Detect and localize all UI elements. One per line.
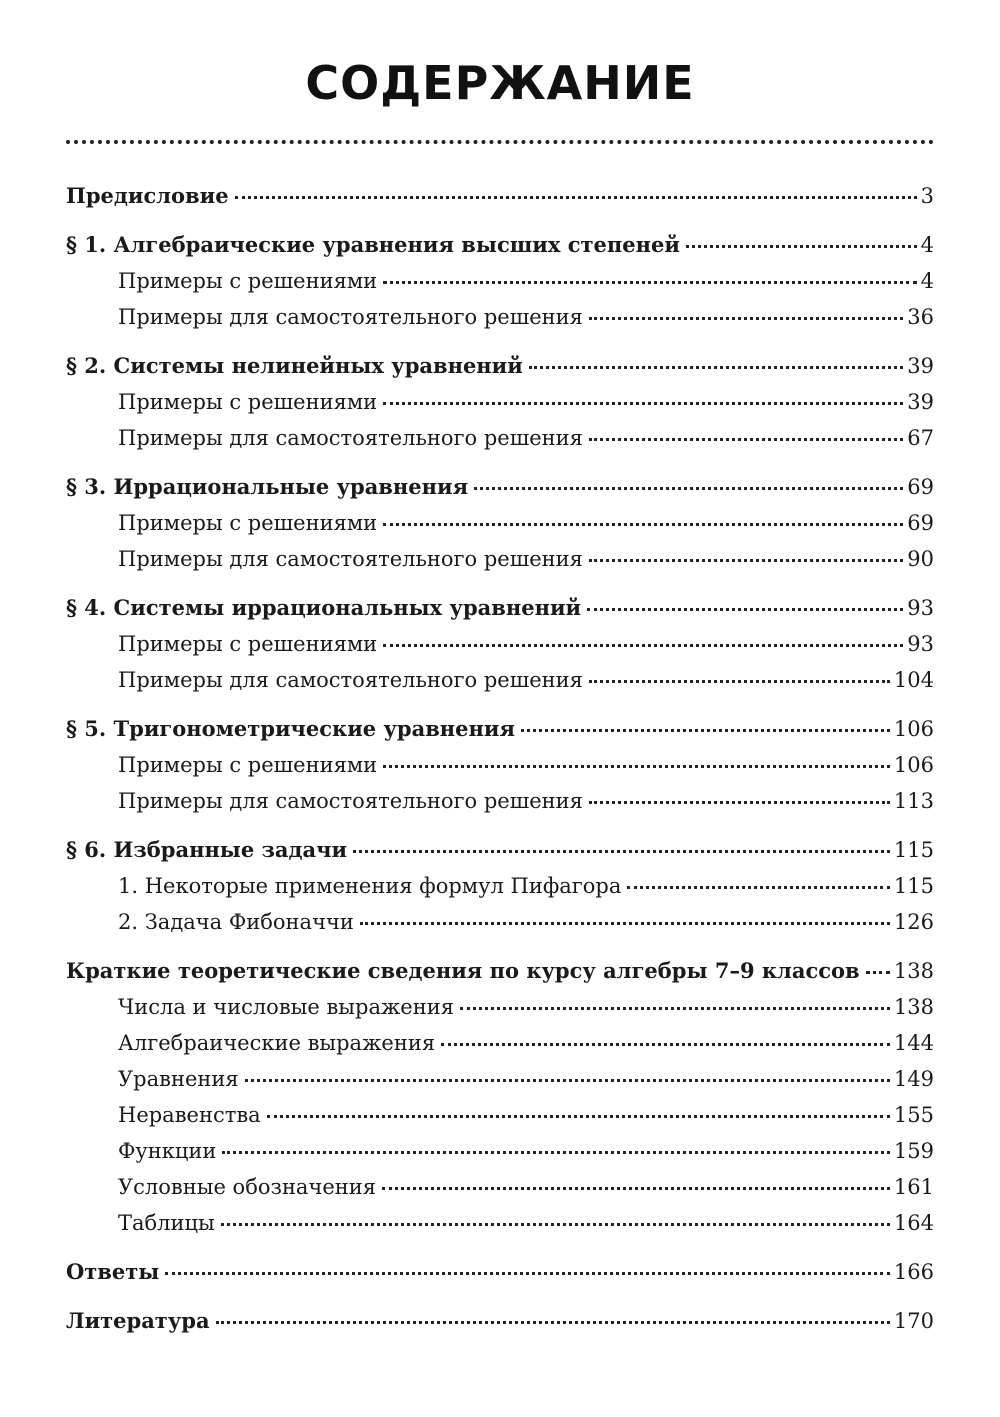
dot-leader bbox=[383, 281, 916, 284]
toc-subsection-entry[interactable] bbox=[66, 868, 934, 904]
dot-leader bbox=[474, 487, 903, 490]
toc-entry-page-number: 93 bbox=[907, 632, 934, 656]
toc-entry-label: Неравенства bbox=[118, 1103, 261, 1127]
toc-entry-label: Уравнения bbox=[118, 1067, 239, 1091]
dot-leader bbox=[382, 1187, 890, 1190]
toc-entry-label: Примеры для самостоятельного решения bbox=[118, 547, 583, 571]
toc-section-entry[interactable] bbox=[66, 590, 934, 626]
toc-section-entry[interactable] bbox=[66, 178, 934, 214]
dot-leader bbox=[460, 1007, 890, 1010]
toc-entry-page-number: 4 bbox=[920, 233, 934, 257]
toc-section-entry[interactable] bbox=[66, 469, 934, 505]
toc-entry-label: Краткие теоретические сведения по курсу алгебры 7–9 классов bbox=[66, 958, 860, 983]
toc-entry-label: Предисловие bbox=[66, 183, 229, 208]
toc-section-entry[interactable] bbox=[66, 1254, 934, 1290]
toc-subsection-entry[interactable] bbox=[66, 904, 934, 940]
toc-entry-page-number: 90 bbox=[907, 547, 934, 571]
toc-entry-page-number: 39 bbox=[907, 390, 934, 414]
toc-entry-page-number: 4 bbox=[920, 269, 934, 293]
toc-entry-label: Таблицы bbox=[118, 1211, 215, 1235]
toc-entry-label: 2. Задача Фибоначчи bbox=[118, 910, 354, 934]
toc-subsection-entry[interactable] bbox=[66, 263, 934, 299]
toc-entry-page-number: 3 bbox=[920, 184, 934, 208]
toc-section-entry[interactable] bbox=[66, 953, 934, 989]
toc-entry-page-number: 106 bbox=[893, 717, 934, 741]
toc-entry-label: Литература bbox=[66, 1308, 210, 1333]
toc-entry-label: Примеры с решениями bbox=[118, 753, 378, 777]
toc-entry-label: § 3. Иррациональные уравнения bbox=[66, 474, 469, 499]
toc-entry-label: Примеры для самостоятельного решения bbox=[118, 426, 583, 450]
table-of-contents bbox=[66, 178, 934, 1339]
toc-entry-label: Алгебраические выражения bbox=[118, 1031, 436, 1055]
toc-subsection-entry[interactable] bbox=[66, 1097, 934, 1133]
toc-entry-label: § 2. Системы нелинейных уравнений bbox=[66, 353, 523, 378]
dot-leader bbox=[221, 1223, 890, 1226]
toc-entry-label: Примеры с решениями bbox=[118, 269, 378, 293]
toc-entry-label: Примеры с решениями bbox=[118, 390, 378, 414]
toc-subsection-entry[interactable] bbox=[66, 420, 934, 456]
dot-leader bbox=[587, 608, 903, 611]
dot-leader bbox=[521, 729, 890, 732]
dot-leader bbox=[383, 523, 903, 526]
toc-entry-page-number: 138 bbox=[893, 995, 934, 1019]
dotted-divider bbox=[66, 140, 934, 144]
toc-entry-page-number: 104 bbox=[893, 668, 934, 692]
toc-subsection-entry[interactable] bbox=[66, 1025, 934, 1061]
dot-leader bbox=[383, 644, 903, 647]
toc-section-entry[interactable] bbox=[66, 832, 934, 868]
toc-entry-page-number: 93 bbox=[907, 596, 934, 620]
toc-subsection-entry[interactable] bbox=[66, 989, 934, 1025]
toc-section-entry[interactable] bbox=[66, 1303, 934, 1339]
toc-subsection-entry[interactable] bbox=[66, 505, 934, 541]
dot-leader bbox=[866, 971, 890, 974]
toc-subsection-entry[interactable] bbox=[66, 747, 934, 783]
dot-leader bbox=[222, 1151, 889, 1154]
toc-entry-label: § 6. Избранные задачи bbox=[66, 837, 348, 862]
toc-entry-page-number: 36 bbox=[907, 305, 934, 329]
dot-leader bbox=[627, 886, 890, 889]
toc-entry-page-number: 164 bbox=[893, 1211, 934, 1235]
toc-entry-page-number: 149 bbox=[893, 1067, 934, 1091]
toc-subsection-entry[interactable] bbox=[66, 1169, 934, 1205]
dot-leader bbox=[589, 317, 903, 320]
toc-entry-label: Условные обозначения bbox=[118, 1175, 377, 1199]
toc-entry-label: Числа и числовые выражения bbox=[118, 995, 454, 1019]
toc-entry-label: Примеры для самостоятельного решения bbox=[118, 668, 583, 692]
toc-entry-page-number: 159 bbox=[893, 1139, 934, 1163]
toc-section-entry[interactable] bbox=[66, 348, 934, 384]
dot-leader bbox=[686, 245, 917, 248]
dot-leader bbox=[245, 1079, 890, 1082]
toc-entry-page-number: 106 bbox=[893, 753, 934, 777]
toc-subsection-entry[interactable] bbox=[66, 541, 934, 577]
toc-section-entry[interactable] bbox=[66, 227, 934, 263]
toc-entry-page-number: 138 bbox=[893, 959, 934, 983]
toc-entry-label: § 4. Системы иррациональных уравнений bbox=[66, 595, 582, 620]
toc-entry-label: Ответы bbox=[66, 1259, 160, 1284]
dot-leader bbox=[353, 850, 890, 853]
toc-entry-page-number: 39 bbox=[907, 354, 934, 378]
dot-leader bbox=[383, 402, 903, 405]
dot-leader bbox=[267, 1115, 890, 1118]
dot-leader bbox=[216, 1321, 890, 1324]
toc-entry-label: Примеры для самостоятельного решения bbox=[118, 789, 583, 813]
toc-section-entry[interactable] bbox=[66, 711, 934, 747]
toc-entry-page-number: 170 bbox=[893, 1309, 934, 1333]
toc-entry-page-number: 115 bbox=[893, 874, 934, 898]
toc-subsection-entry[interactable] bbox=[66, 1061, 934, 1097]
toc-subsection-entry[interactable] bbox=[66, 662, 934, 698]
toc-entry-page-number: 69 bbox=[907, 475, 934, 499]
toc-entry-page-number: 166 bbox=[893, 1260, 934, 1284]
toc-subsection-entry[interactable] bbox=[66, 626, 934, 662]
toc-entry-label: 1. Некоторые применения формул Пифагора bbox=[118, 874, 622, 898]
dot-leader bbox=[235, 196, 917, 199]
toc-subsection-entry[interactable] bbox=[66, 1205, 934, 1241]
toc-entry-label: Функции bbox=[118, 1139, 217, 1163]
toc-entry-page-number: 67 bbox=[907, 426, 934, 450]
toc-subsection-entry[interactable] bbox=[66, 783, 934, 819]
toc-entry-page-number: 155 bbox=[893, 1103, 934, 1127]
dot-leader bbox=[589, 559, 903, 562]
toc-entry-label: Примеры с решениями bbox=[118, 632, 378, 656]
toc-entry-page-number: 115 bbox=[893, 838, 934, 862]
dot-leader bbox=[360, 922, 890, 925]
dot-leader bbox=[589, 680, 890, 683]
toc-entry-page-number: 113 bbox=[893, 789, 934, 813]
dot-leader bbox=[589, 801, 890, 804]
dot-leader bbox=[165, 1272, 890, 1275]
toc-entry-label: Примеры с решениями bbox=[118, 511, 378, 535]
dot-leader bbox=[529, 366, 903, 369]
toc-subsection-entry[interactable] bbox=[66, 299, 934, 335]
dot-leader bbox=[441, 1043, 890, 1046]
toc-subsection-entry[interactable] bbox=[66, 384, 934, 420]
dot-leader bbox=[383, 765, 890, 768]
toc-entry-label: § 1. Алгебраические уравнения высших степеней bbox=[66, 232, 680, 257]
dot-leader bbox=[589, 438, 903, 441]
toc-entry-page-number: 126 bbox=[893, 910, 934, 934]
toc-entry-page-number: 161 bbox=[893, 1175, 934, 1199]
page-title: СОДЕРЖАНИЕ bbox=[305, 56, 695, 110]
toc-entry-label: § 5. Тригонометрические уравнения bbox=[66, 716, 515, 741]
toc-subsection-entry[interactable] bbox=[66, 1133, 934, 1169]
toc-entry-label: Примеры для самостоятельного решения bbox=[118, 305, 583, 329]
toc-entry-page-number: 69 bbox=[907, 511, 934, 535]
toc-entry-page-number: 144 bbox=[893, 1031, 934, 1055]
